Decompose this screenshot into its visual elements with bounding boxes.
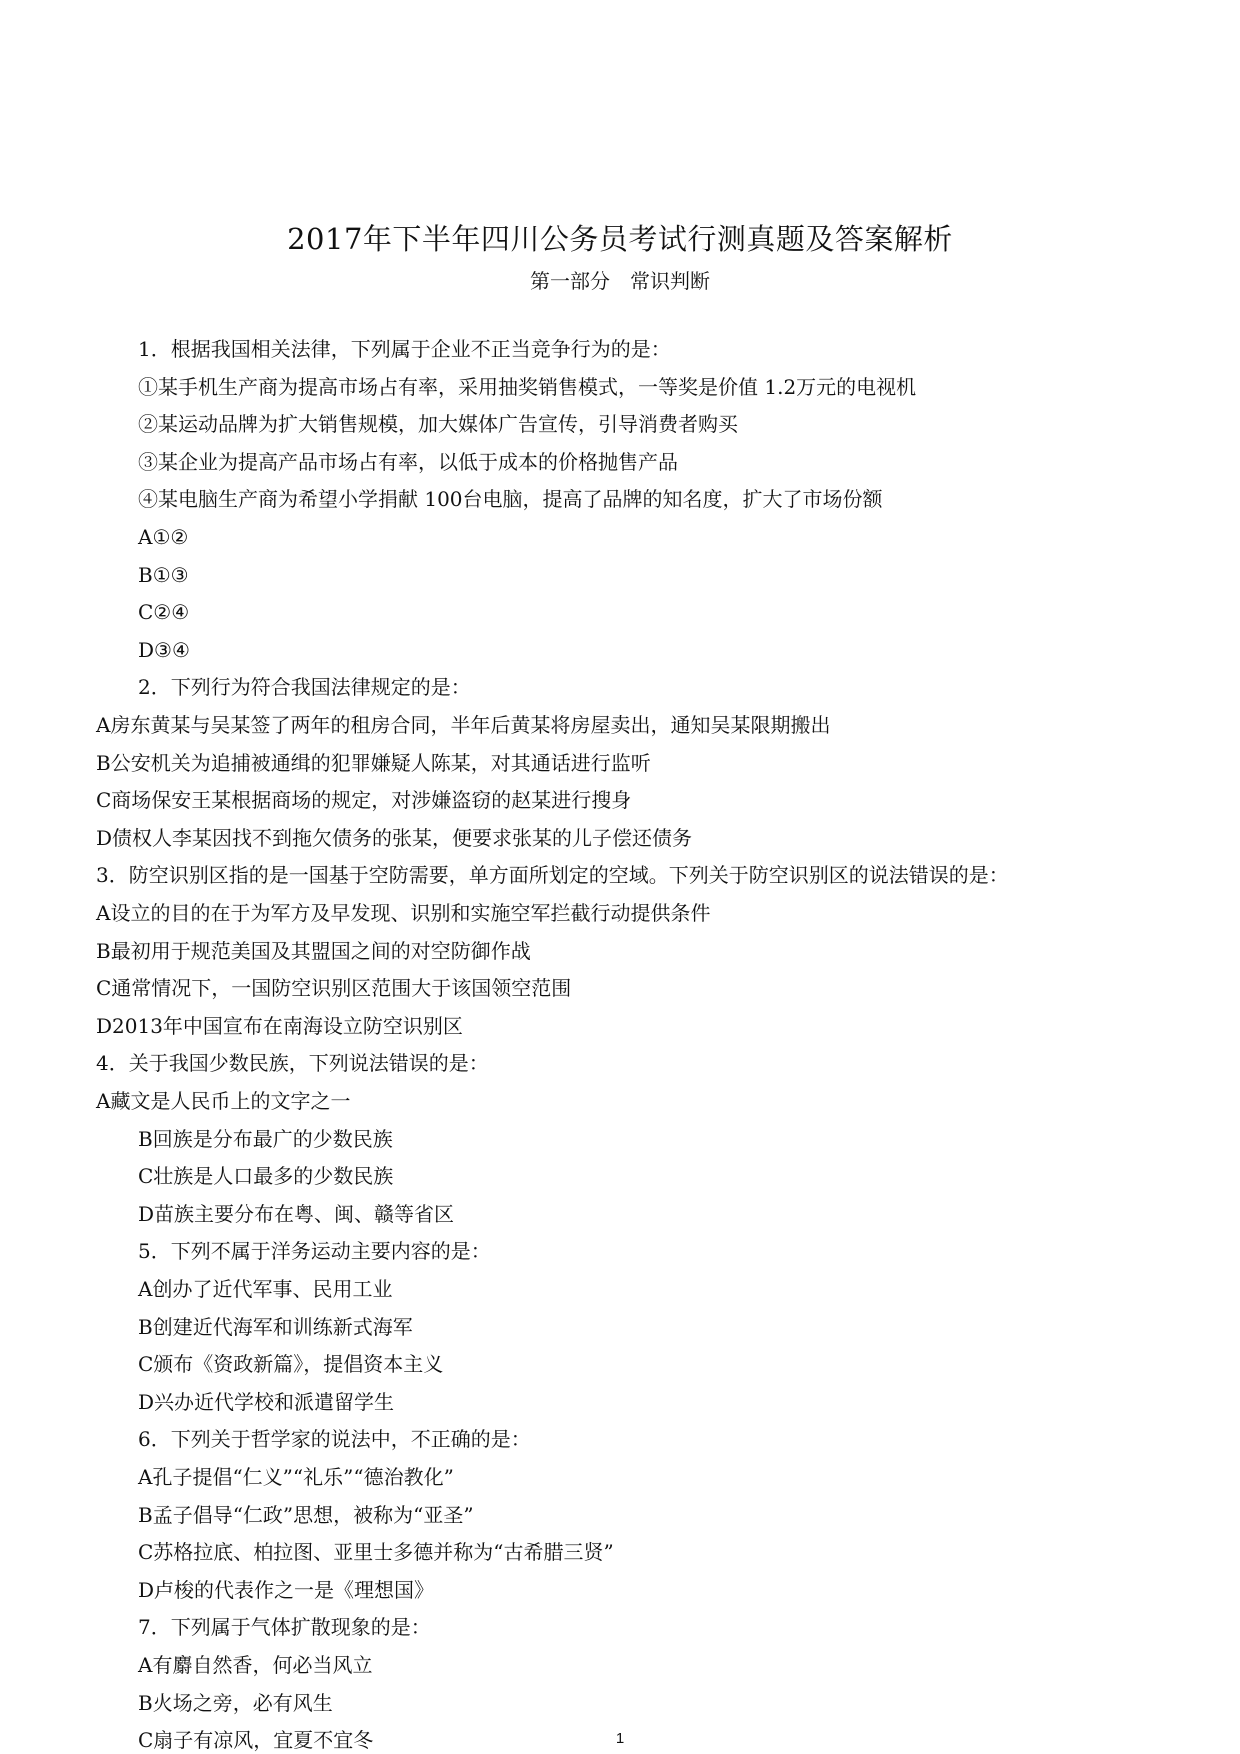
text-line: 3．防空识别区指的是一国基于空防需要，单方面所划定的空域。下列关于防空识别区的说法错误的是： [96, 863, 1009, 888]
text-line: C苏格拉底、柏拉图、亚里士多德并称为“古希腊三贤” [138, 1540, 614, 1565]
text-line: A藏文是人民币上的文字之一 [96, 1089, 351, 1113]
text-line: ①某手机生产商为提高市场占有率，采用抽奖销售模式，一等奖是价值 1.2万元的电视机 [138, 374, 917, 399]
text-line: A设立的目的在于为军方及早发现、识别和实施空军拦截行动提供条件 [96, 901, 711, 925]
text-line: ④某电脑生产商为希望小学捐献 100台电脑，提高了品牌的知名度，扩大了市场份额 [138, 487, 883, 512]
text-line: D2013年中国宣布在南海设立防空识别区 [96, 1013, 463, 1038]
section-heading: 第一部分 常识判断 [530, 269, 710, 293]
text-line: A孔子提倡“仁义”“礼乐”“德治教化” [138, 1465, 454, 1489]
text-line: B①③ [138, 562, 189, 587]
text-line: 1．根据我国相关法律，下列属于企业不正当竞争行为的是： [138, 337, 671, 361]
text-line: A房东黄某与吴某签了两年的租房合同，半年后黄某将房屋卖出，通知吴某限期搬出 [96, 713, 831, 737]
text-line: ③某企业为提高产品市场占有率，以低于成本的价格抛售产品 [138, 449, 678, 474]
text-line: B火场之旁，必有风生 [138, 1690, 333, 1715]
text-line: C扇子有凉风，宜夏不宜冬 [138, 1728, 374, 1753]
text-line: B创建近代海军和训练新式海军 [138, 1314, 413, 1339]
text-line: C②④ [138, 600, 190, 625]
text-line: D卢梭的代表作之一是《理想国》 [138, 1577, 435, 1602]
text-line: B最初用于规范美国及其盟国之间的对空防御作战 [96, 938, 531, 963]
text-line: ②某运动品牌为扩大销售规模，加大媒体广告宣传，引导消费者购买 [138, 412, 738, 437]
text-line: B回族是分布最广的少数民族 [138, 1126, 393, 1151]
text-line: A创办了近代军事、民用工业 [138, 1277, 393, 1301]
text-line: 2．下列行为符合我国法律规定的是： [138, 675, 471, 700]
text-line: B孟子倡导“仁政”思想，被称为“亚圣” [138, 1502, 474, 1527]
text-line: B公安机关为追捕被通缉的犯罪嫌疑人陈某，对其通话进行监听 [96, 750, 651, 775]
text-line: 4．关于我国少数民族，下列说法错误的是： [96, 1051, 489, 1076]
text-line: C通常情况下，一国防空识别区范围大于该国领空范围 [96, 976, 572, 1001]
document-title: 2017年下半年四川公务员考试行测真题及答案解析 [287, 222, 953, 256]
page-number: 1 [615, 1730, 625, 1747]
text-line: C商场保安王某根据商场的规定，对涉嫌盗窃的赵某进行搜身 [96, 788, 632, 813]
text-line: 5．下列不属于洋务运动主要内容的是： [138, 1239, 491, 1264]
text-line: C壮族是人口最多的少数民族 [138, 1164, 394, 1189]
text-line: D苗族主要分布在粤、闽、赣等省区 [138, 1201, 455, 1226]
text-line: D③④ [138, 637, 190, 662]
text-line: C颁布《资政新篇》，提倡资本主义 [138, 1352, 444, 1377]
text-line: D债权人李某因找不到拖欠债务的张某，便要求张某的儿子偿还债务 [96, 825, 693, 850]
text-line: 7．下列属于气体扩散现象的是： [138, 1615, 431, 1640]
text-line: 6．下列关于哲学家的说法中，不正确的是： [138, 1427, 531, 1452]
text-line: D兴办近代学校和派遣留学生 [138, 1389, 395, 1414]
text-line: A①② [138, 525, 189, 549]
text-line: A有麝自然香，何必当风立 [138, 1653, 373, 1677]
